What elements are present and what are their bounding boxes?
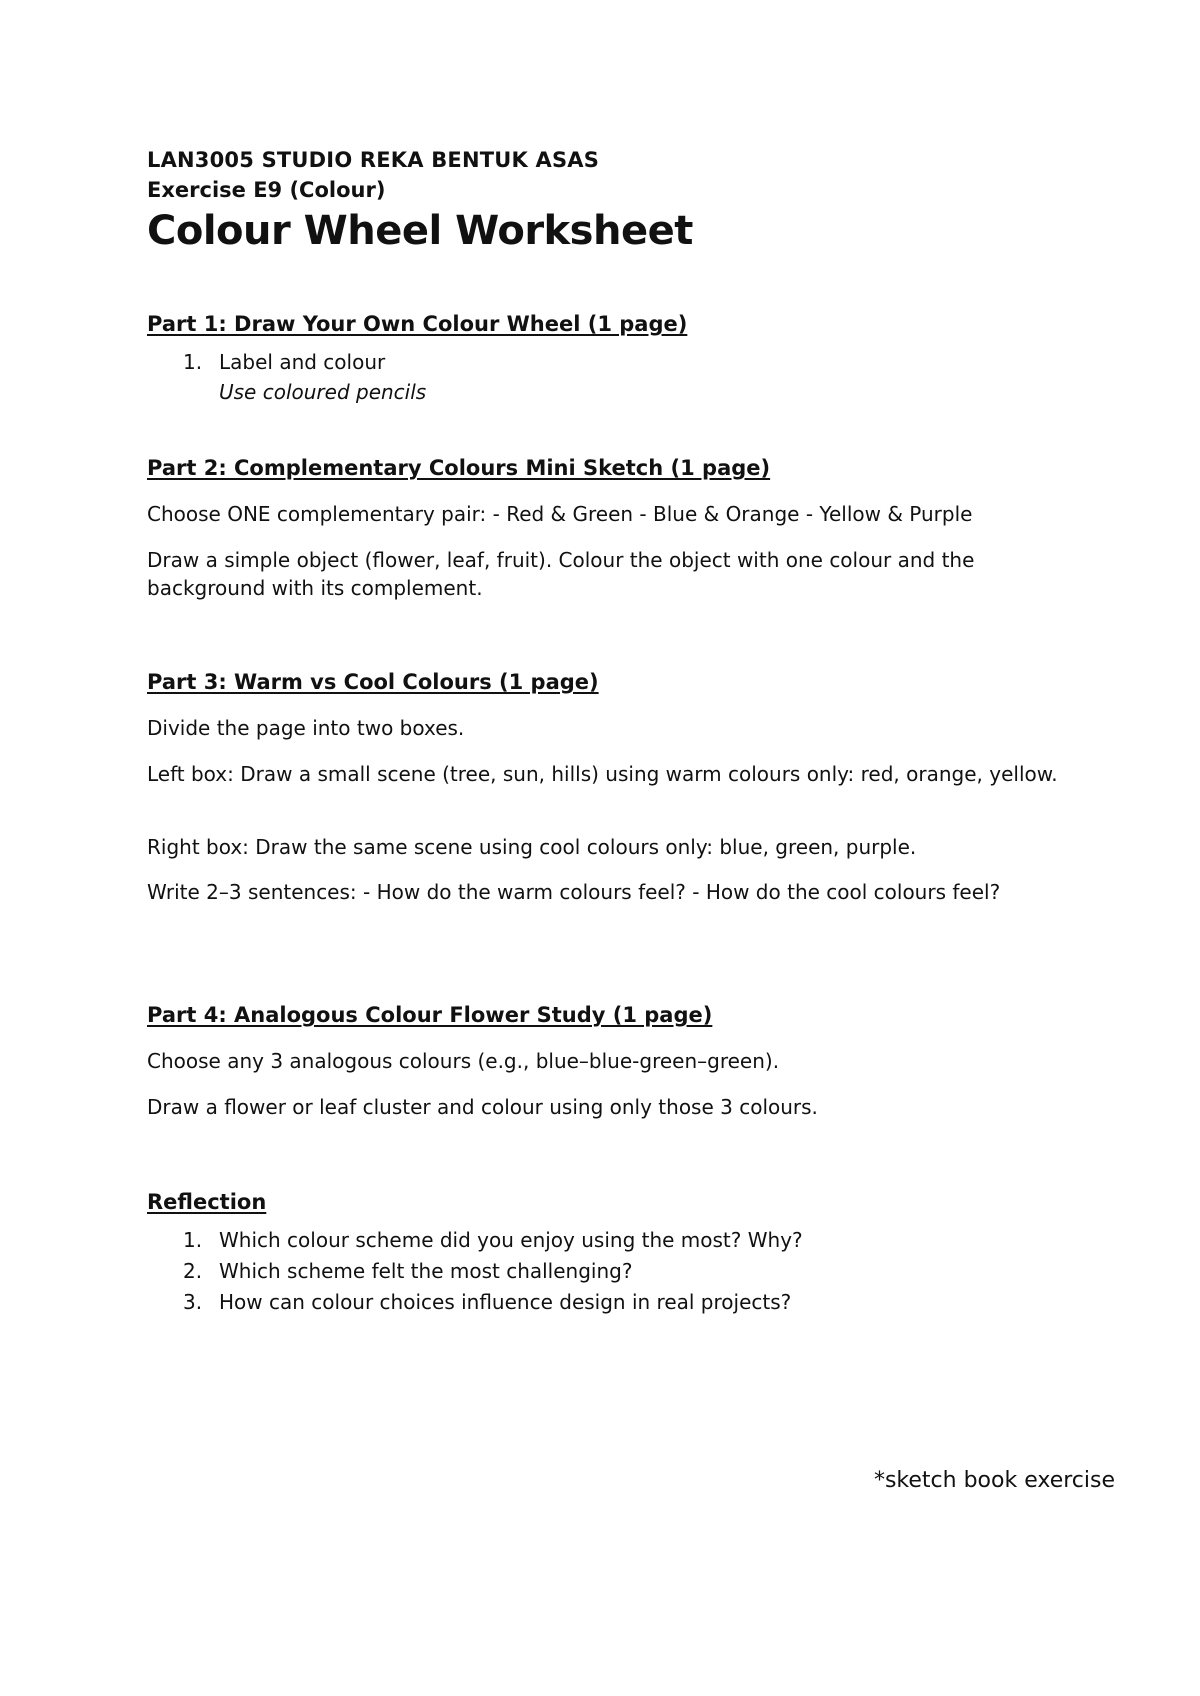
part3-paragraph-write: Write 2–3 sentences: - How do the warm colours feel? - How do the cool colours feel?	[147, 880, 1001, 904]
sketch-book-note: *sketch book exercise	[873, 1468, 1115, 1493]
part1-item-note: Use coloured pencils	[219, 380, 427, 404]
course-code: LAN3005 STUDIO REKA BENTUK ASAS	[147, 148, 600, 172]
reflection-item-3-number: 3.	[183, 1290, 203, 1314]
reflection-item-2-number: 2.	[183, 1259, 203, 1283]
part2-paragraph-pair: Choose ONE complementary pair: - Red & Green - Blue & Orange - Yellow & Purple	[147, 502, 973, 526]
part1-heading: Part 1: Draw Your Own Colour Wheel (1 page)	[147, 312, 688, 336]
page-title: Colour Wheel Worksheet	[147, 208, 693, 254]
part4-heading: Part 4: Analogous Colour Flower Study (1 page)	[147, 1003, 713, 1027]
reflection-item-1-text: Which colour scheme did you enjoy using the most? Why?	[219, 1228, 803, 1252]
part3-heading: Part 3: Warm vs Cool Colours (1 page)	[147, 670, 599, 694]
part1-item-number: 1.	[183, 350, 203, 374]
exercise-label: Exercise E9 (Colour)	[147, 178, 386, 202]
part2-heading: Part 2: Complementary Colours Mini Sketch (1 page)	[147, 456, 771, 480]
part3-paragraph-left-box: Left box: Draw a small scene (tree, sun, hills) using warm colours only: red, orange, yellow.	[147, 762, 1058, 786]
part3-paragraph-right-box: Right box: Draw the same scene using cool colours only: blue, green, purple.	[147, 835, 917, 859]
part1-item-text: Label and colour	[219, 350, 386, 374]
part3-paragraph-divide: Divide the page into two boxes.	[147, 716, 465, 740]
part2-paragraph-object: Draw a simple object (flower, leaf, fruit). Colour the object with one colour and the background with its complement.	[147, 548, 975, 600]
part4-paragraph-draw: Draw a flower or leaf cluster and colour using only those 3 colours.	[147, 1095, 818, 1119]
reflection-item-1-number: 1.	[183, 1228, 203, 1252]
reflection-item-2-text: Which scheme felt the most challenging?	[219, 1259, 633, 1283]
part4-paragraph-choose: Choose any 3 analogous colours (e.g., blue–blue-green–green).	[147, 1049, 780, 1073]
reflection-item-3-text: How can colour choices influence design in real projects?	[219, 1290, 792, 1314]
reflection-heading: Reflection	[147, 1190, 267, 1214]
